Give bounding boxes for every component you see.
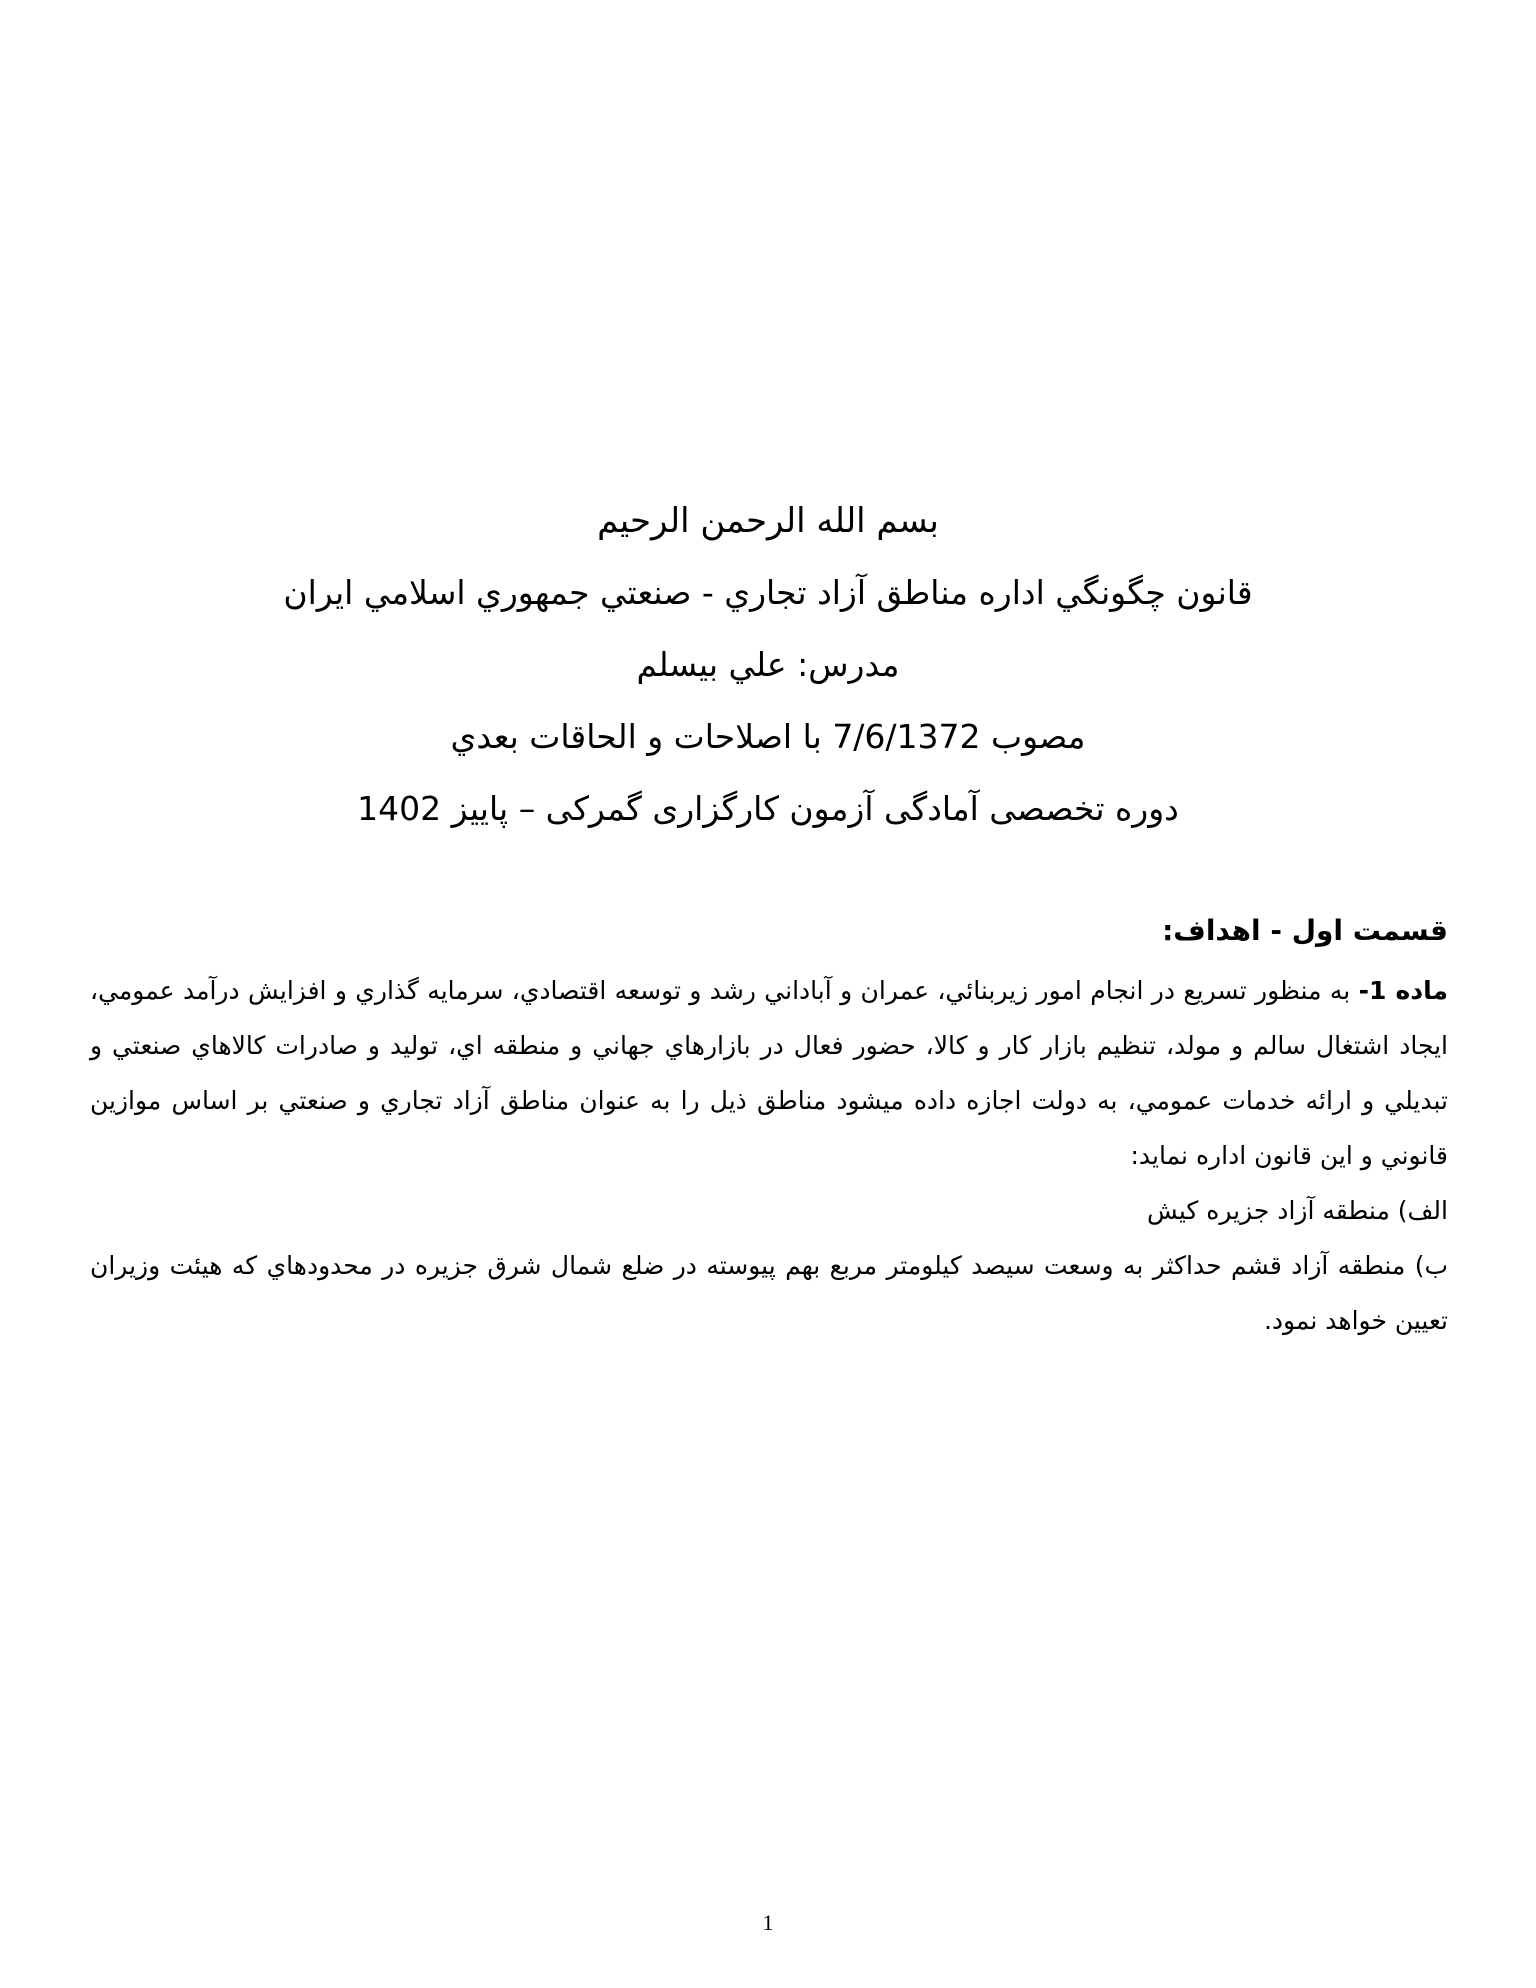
basmala: بسم الله الرحمن الرحيم [597,501,939,541]
article-1-item-a: الف) منطقه آزاد جزيره كيش [1147,1196,1448,1225]
law-title: قانون چگونگي اداره مناطق آزاد تجاري - صنعتي جمهوري اسلامي ايران [283,573,1253,612]
article-1-text: به منظور تسريع در انجام امور زيربنائي، عمران و آباداني رشد و توسعه اقتصادي، سرمايه گذاري و افزايش درآمد عمومي، ايجاد اشتغال سالم و مولد، تنظيم بازار كار و كالا، حضور فعال در بازارهاي جهاني و منطقه اي، توليد و صادرات كالاهاي صنعتي و تبديلي و ارائه خدمات عمومي، به دولت اجازه داده ميشود مناطق ذيل را به عنوان مناطق آزاد تجاري و صنعتي بر اساس موازين قانوني و اين قانون اداره نمايد: [90,976,1448,1170]
title-block [150,485,1386,845]
approval-line: مصوب 7/6/1372 با اصلاحات و الحاقات بعدي [450,717,1086,756]
article-1-paragraph [90,963,1448,1183]
page-number: 1 [762,1910,774,1935]
article-1-item-b: ب) منطقه آزاد قشم حداكثر به وسعت سيصد كيلومتر مربع بهم پيوسته در ضلع شمال شرق جزيره در محدودهاي كه هيئت وزيران تعيين خواهد نمود. [90,1251,1448,1335]
article-1-label: ماده 1- [1358,976,1448,1005]
teacher-line: مدرس: علي بيسلم [636,645,900,684]
body-block [90,905,1448,1348]
course-line: دوره تخصصی آمادگی آزمون کارگزاری گمرکی – پاییز 1402 [357,789,1179,828]
section-heading: قسمت اول - اهداف: [1162,914,1448,947]
